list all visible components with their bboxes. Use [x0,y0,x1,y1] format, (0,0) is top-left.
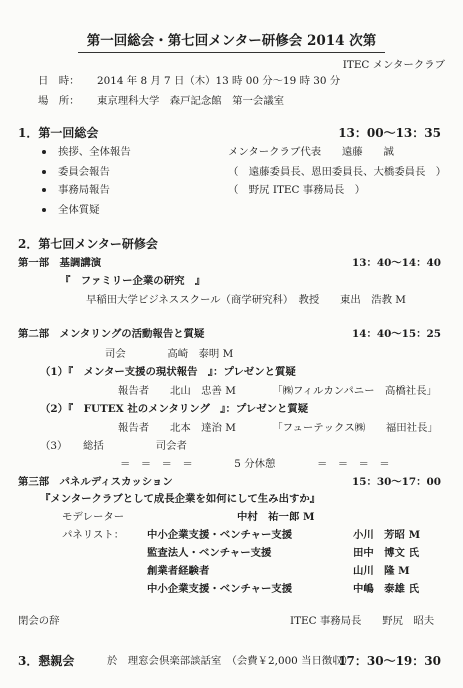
closing-speaker: ITEC 事務局長 野尻 昭夫 [290,615,435,627]
moderator-name: 中村 祐一郎 M [237,511,315,523]
bullet-icon [42,208,46,212]
section3-heading: 3．懇親会 [18,654,75,668]
section1-item-detail: メンタークラブ代表 遠藤 誠 [228,146,394,158]
section2-heading: 2．第七回メンター研修会 [18,237,158,251]
part3-time: 15：30～17：00 [351,476,441,488]
bullet-icon [42,150,46,154]
panelist-role: 監査法人・ベンチャー支援 [147,547,272,559]
part2-report2-presenter: 報告者 北本 達治 M 「フューテックス㈱ 福田社長」 [118,422,438,434]
part2-chair: 司会 高崎 泰明 M [105,348,234,360]
panelist-role: 創業者経験者 [147,565,210,577]
section3-place: 於 理窓会倶楽部談話室 （会費￥2,000 当日徴収） [107,655,354,667]
closing-label: 閉会の辞 [18,615,60,627]
part1-lecture: 『 ファミリー企業の研究 』 [60,275,206,287]
section1-item-label: 挨拶、全体報告 [58,146,131,158]
section1-item-detail: （ 野尻 ITEC 事務局長 ） [228,184,366,196]
part3-theme: 『メンタークラブとして成長企業を如何にして生み出すか』 [40,493,321,505]
panelist-role: 中小企業支援・ベンチャー支援 [147,583,293,595]
date-label: 日 時： [38,75,80,87]
title-underline [78,52,385,53]
part2-time: 14：40～15：25 [351,328,441,340]
part2-report1-presenter: 報告者 北山 忠善 M 「㈱フィルカンパニー 高橋社長」 [118,385,437,397]
organizer: ITEC メンタークラブ [342,59,445,71]
panelist-name: 小川 芳昭 M [353,529,421,541]
part1-time: 13：40～14：40 [351,257,441,269]
part1-title: 第一部 基調講演 [18,257,102,269]
section1-item-label: 事務局報告 [58,184,110,196]
section1-heading: 1．第一回総会 [18,126,99,140]
bullet-icon [42,188,46,192]
part2-summary: （3） 総括 司会者 [40,440,187,452]
part2-report1: （1）『 メンター支援の現状報告 』：プレゼンと質疑 [40,366,296,378]
part2-report2: （2）『 FUTEX 社のメンタリング 』：プレゼンと質疑 [40,403,309,415]
panelist-name: 田中 博文 氏 [353,547,419,559]
moderator-label: モデレーター [62,511,125,523]
place-value: 東京理科大学 森戸記念館 第一会議室 [97,95,285,107]
part1-speaker: 早稲田大学ビジネススクール（商学研究科） 教授 東出 浩教 M [86,294,406,306]
section1-time: 13：00～13：35 [338,126,441,140]
section1-item-label: 委員会報告 [58,166,110,178]
date-value: 2014 年 8 月 7 日（木）13 時 00 分～19 時 30 分 [97,75,341,87]
part2-title: 第二部 メンタリングの活動報告と質疑 [18,328,205,340]
panelist-name: 中嶋 泰雄 氏 [353,583,419,595]
panelist-label: パネリスト： [62,529,125,541]
section1-item-detail: （ 遠藤委員長、恩田委員長、大橋委員長 ） [228,166,447,178]
place-label: 場 所： [38,95,80,107]
section1-item-label: 全体質疑 [58,204,100,216]
part3-title: 第三部 パネルディスカッション [18,476,173,488]
panelist-name: 山川 隆 M [353,565,410,577]
section3-time: 17：30～19：30 [338,654,441,668]
panelist-role: 中小企業支援・ベンチャー支援 [147,529,293,541]
bullet-icon [42,170,46,174]
page-title: 第一回総会・第七回メンター研修会 2014 次第 [86,33,377,49]
break-notice: ＝ ＝ ＝ ＝ 5 分休憩 ＝ ＝ ＝ ＝ [120,458,390,470]
